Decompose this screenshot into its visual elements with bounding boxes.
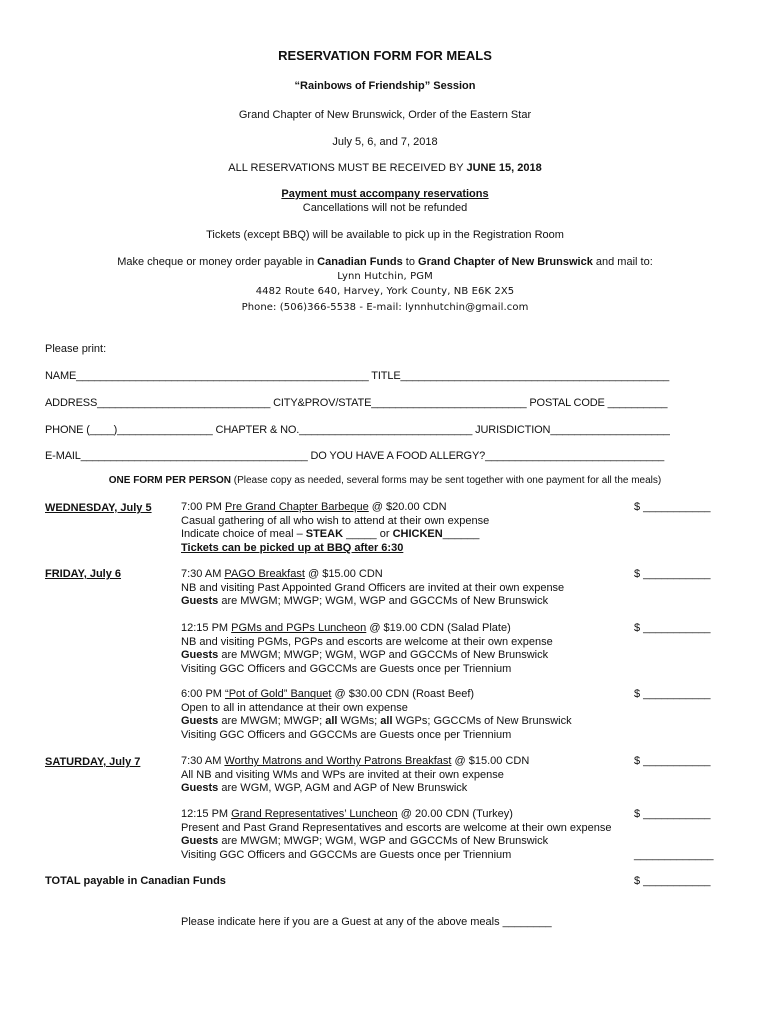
pgm-time: 12:15 PM <box>181 622 232 634</box>
total-amount-field[interactable]: $ ___________ <box>634 875 711 887</box>
pago-guests: are MWGM; MWGP; WGM, WGP and GGCCMs of New Brunswick <box>218 595 549 607</box>
bbq-description: Casual gathering of all who wish to attend at their own expense <box>181 514 490 527</box>
day-saturday: SATURDAY, July 7 <box>45 756 141 768</box>
pago-amount-field[interactable]: $ ___________ <box>634 568 711 580</box>
pago-time: 7:30 AM <box>181 568 225 580</box>
address-field[interactable]: ADDRESS_____________________________ CITY&PROV/STATE__________________________ POSTAL CODE __________ <box>45 397 668 409</box>
deadline-line <box>0 162 770 175</box>
choice-text: Indicate choice of meal – <box>181 528 306 540</box>
grl-time: 12:15 PM <box>181 808 232 820</box>
pgm-price: @ $19.00 CDN (Salad Plate) <box>366 622 511 634</box>
one-form-note <box>0 475 770 487</box>
cheque-instructions <box>0 256 770 269</box>
pgm-amount-field[interactable]: $ ___________ <box>634 622 711 634</box>
gold-guests-c: WGPs; GGCCMs of New Brunswick <box>392 715 572 727</box>
wm-guests: are WGM, WGP, AGM and AGP of New Brunswick <box>218 782 468 794</box>
wm-time: 7:30 AM <box>181 755 225 767</box>
deadline-date: JUNE 15, 2018 <box>466 162 542 174</box>
cheque-funds: Canadian Funds <box>317 256 403 268</box>
wm-amount-field[interactable]: $ ___________ <box>634 755 711 767</box>
pgm-name: PGMs and PGPs Luncheon <box>231 622 367 634</box>
gold-time: 6:00 PM <box>181 688 226 700</box>
choice-text-2: _____ or <box>343 528 393 540</box>
guest-indicator-field[interactable]: Please indicate here if you are a Guest at any of the above meals ________ <box>181 916 552 928</box>
pago-guests-label: Guests <box>181 595 219 607</box>
subtotal-line[interactable]: _____________ <box>634 849 714 861</box>
pago-price: @ $15.00 CDN <box>304 568 383 580</box>
cheque-text-3: and mail to: <box>592 256 653 268</box>
meal-pago <box>181 568 564 609</box>
grl-name: Grand Representatives’ Luncheon <box>231 808 398 820</box>
cheque-text-1: Make cheque or money order payable in <box>117 256 318 268</box>
gold-all-1: all <box>325 715 338 727</box>
pago-description: NB and visiting Past Appointed Grand Officers are invited at their own expense <box>181 581 565 594</box>
grl-amount-field[interactable]: $ ___________ <box>634 808 711 820</box>
bbq-amount-field[interactable]: $ ___________ <box>634 501 711 513</box>
organization: Grand Chapter of New Brunswick, Order of the Eastern Star <box>238 109 532 121</box>
bbq-ticket-note: Tickets can be picked up at BBQ after 6:30 <box>181 541 404 554</box>
day-wednesday: WEDNESDAY, July 5 <box>45 502 152 514</box>
grl-visiting-note: Visiting GGC Officers and GGCCMs are Guests once per Triennium <box>181 848 512 861</box>
grl-guests: are MWGM; MWGP; WGM, WGP and GGCCMs of New Brunswick <box>218 835 549 847</box>
cancellation-note: Cancellations will not be refunded <box>302 202 468 214</box>
wm-price: @ $15.00 CDN <box>451 755 530 767</box>
pgm-visiting-note: Visiting GGC Officers and GGCCMs are Guests once per Triennium <box>181 662 512 675</box>
meal-grand-rep-luncheon <box>181 808 611 862</box>
form-title: RESERVATION FORM FOR MEALS <box>278 48 492 63</box>
email-allergy-field[interactable]: E-MAIL______________________________________ DO YOU HAVE A FOOD ALLERGY?______________________________ <box>45 450 665 462</box>
deadline-prefix: ALL RESERVATIONS MUST BE RECEIVED BY <box>228 162 467 174</box>
phone-chapter-field[interactable]: PHONE (____)________________ CHAPTER & NO._____________________________ JURISDICTION____________________ <box>45 424 670 436</box>
bbq-meal-choice[interactable] <box>181 528 489 542</box>
pgm-guests-label: Guests <box>181 649 219 661</box>
wm-guests-label: Guests <box>181 782 219 794</box>
gold-guests-label: Guests <box>181 715 219 727</box>
cheque-text-2: to <box>402 256 419 268</box>
please-print-label: Please print: <box>45 343 107 355</box>
mail-contact: Phone: (506)366-5538 - E-mail: lynnhutchin@gmail.com <box>241 302 529 313</box>
tickets-note: Tickets (except BBQ) will be available to pick up in the Registration Room <box>206 229 564 241</box>
grl-description: Present and Past Grand Representatives and escorts are welcome at their own expense <box>181 821 612 834</box>
session-name: “Rainbows of Friendship” Session <box>294 80 476 92</box>
total-label: TOTAL payable in Canadian Funds <box>45 875 226 887</box>
meal-wm-breakfast <box>181 755 529 796</box>
wm-name: Worthy Matrons and Worthy Patrons Breakfast <box>224 755 452 767</box>
cheque-payee: Grand Chapter of New Brunswick <box>418 256 593 268</box>
gold-name: “Pot of Gold” Banquet <box>225 688 332 700</box>
gold-price: @ $30.00 CDN (Roast Beef) <box>331 688 475 700</box>
gold-amount-field[interactable]: $ ___________ <box>634 688 711 700</box>
pago-name: PAGO Breakfast <box>224 568 305 580</box>
mail-address: 4482 Route 640, Harvey, York County, NB E6K 2X5 <box>255 286 515 297</box>
chicken-option: CHICKEN <box>392 528 443 540</box>
wm-description: All NB and visiting WMs and WPs are invited at their own expense <box>181 768 504 781</box>
session-dates: July 5, 6, and 7, 2018 <box>332 136 438 148</box>
steak-option: STEAK <box>305 528 344 540</box>
one-form-rest: (Please copy as needed, several forms may be sent together with one payment for all the meals) <box>231 475 662 486</box>
bbq-time: 7:00 PM <box>181 501 226 513</box>
day-friday: FRIDAY, July 6 <box>45 568 122 580</box>
gold-guests-a: are MWGM; MWGP; <box>218 715 326 727</box>
payment-note: Payment must accompany reservations <box>281 188 489 200</box>
one-form-bold: ONE FORM PER PERSON <box>108 475 231 486</box>
bbq-name: Pre Grand Chapter Barbeque <box>225 501 369 513</box>
gold-description: Open to all in attendance at their own expense <box>181 701 408 714</box>
meal-bbq <box>181 501 489 555</box>
pgm-guests: are MWGM; MWGP; WGM, WGP and GGCCMs of New Brunswick <box>218 649 549 661</box>
gold-guests-b: WGMs; <box>337 715 381 727</box>
grl-price: @ 20.00 CDN (Turkey) <box>397 808 513 820</box>
name-title-field[interactable]: NAME_________________________________________________ TITLE_____________________________________________ <box>45 370 670 382</box>
pgm-description: NB and visiting PGMs, PGPs and escorts are welcome at their own expense <box>181 635 553 648</box>
bbq-price: @ $20.00 CDN <box>368 501 447 513</box>
mail-name: Lynn Hutchin, PGM <box>337 271 433 282</box>
meal-pgm-luncheon <box>181 622 553 676</box>
gold-visiting-note: Visiting GGC Officers and GGCCMs are Guests once per Triennium <box>181 728 512 741</box>
chicken-blank: ______ <box>442 528 480 540</box>
gold-all-2: all <box>380 715 393 727</box>
meal-pot-of-gold <box>181 688 572 742</box>
grl-guests-label: Guests <box>181 835 219 847</box>
